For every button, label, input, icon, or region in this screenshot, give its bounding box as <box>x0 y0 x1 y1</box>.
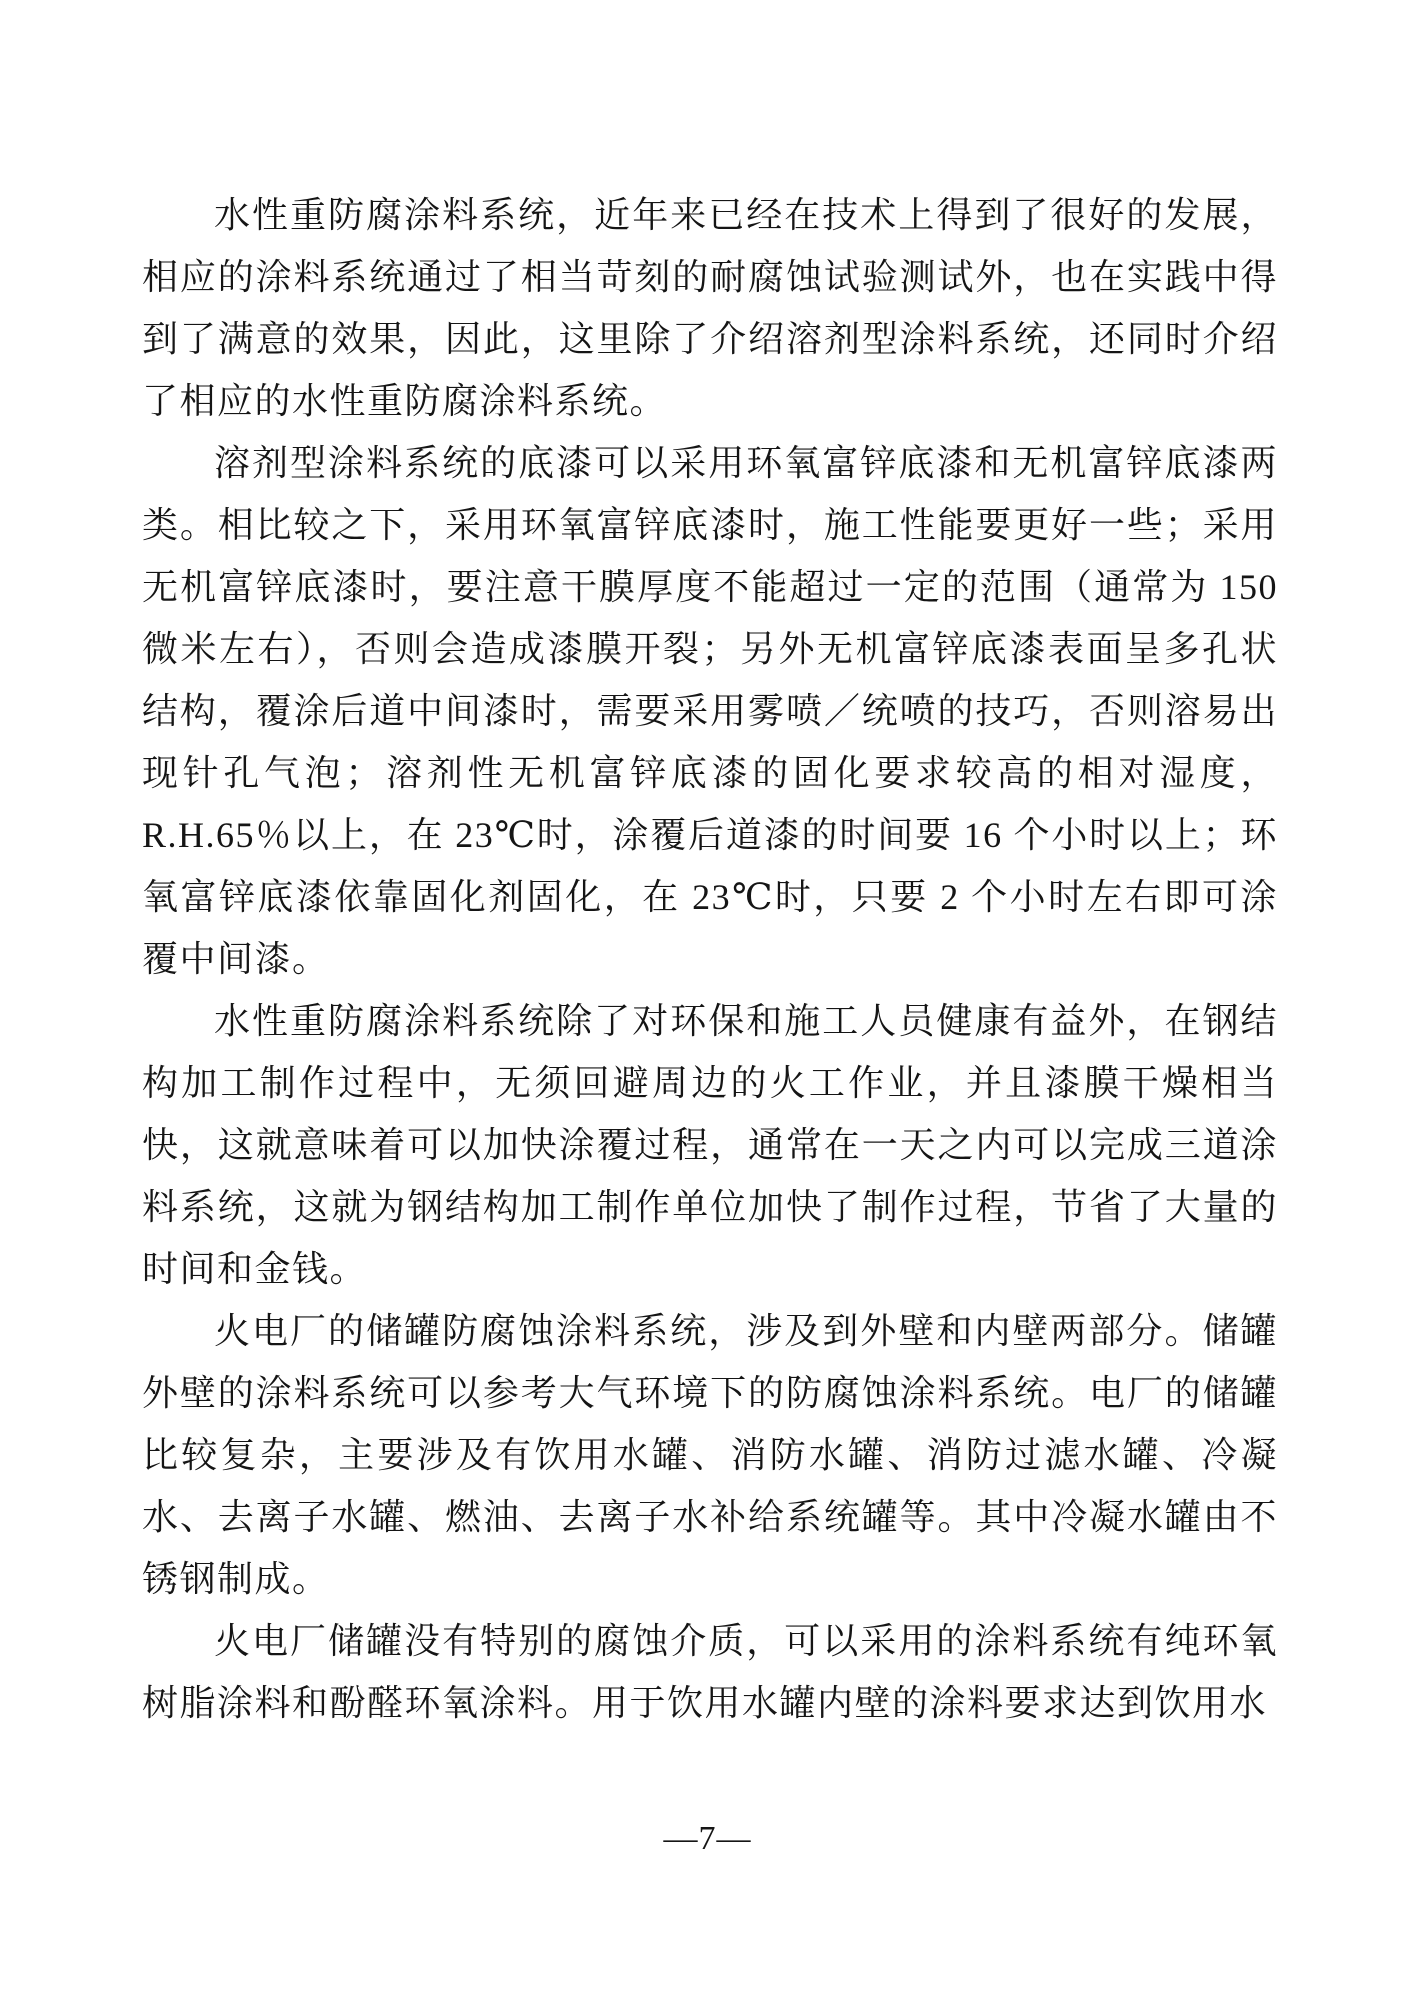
page-number: —7— <box>663 1820 752 1857</box>
paragraph-3: 水性重防腐涂料系统除了对环保和施工人员健康有益外，在钢结构加工制作过程中，无须回避周边的火工作业，并且漆膜干燥相当快，这就意味着可以加快涂覆过程，通常在一天之内可以完成三道涂料系统，这就为钢结构加工制作单位加快了制作过程，节省了大量的时间和金钱。 <box>142 1001 1278 1289</box>
paragraph-1: 水性重防腐涂料系统，近年来已经在技术上得到了很好的发展，相应的涂料系统通过了相当苛刻的耐腐蚀试验测试外，也在实践中得到了满意的效果，因此，这里除了介绍溶剂型涂料系统，还同时介绍了相应的水性重防腐涂料系统。 <box>142 195 1278 421</box>
paragraph-4: 火电厂的储罐防腐蚀涂料系统，涉及到外壁和内壁两部分。储罐外壁的涂料系统可以参考大气环境下的防腐蚀涂料系统。电厂的储罐比较复杂，主要涉及有饮用水罐、消防水罐、消防过滤水罐、冷凝水、去离子水罐、燃油、去离子水补给系统罐等。其中冷凝水罐由不锈钢制成。 <box>142 1311 1278 1599</box>
document-body <box>142 184 1278 1734</box>
paragraph-2: 溶剂型涂料系统的底漆可以采用环氧富锌底漆和无机富锌底漆两类。相比较之下，采用环氧富锌底漆时，施工性能要更好一些；采用无机富锌底漆时，要注意干膜厚度不能超过一定的范围（通常为 150 微米左右），否则会造成漆膜开裂；另外无机富锌底漆表面呈多孔状结构，覆涂后道中间漆时，需要采用雾喷／统喷的技巧，否则溶易出现针孔气泡；溶剂性无机富锌底漆的固化要求较高的相对湿度，R.H.65％以上，在 23℃时，涂覆后道漆的时间要 16 个小时以上；环氧富锌底漆依靠固化剂固化，在 23℃时，只要 2 个小时左右即可涂覆中间漆。 <box>142 443 1278 979</box>
paragraph-5: 火电厂储罐没有特别的腐蚀介质，可以采用的涂料系统有纯环氧树脂涂料和酚醛环氧涂料。用于饮用水罐内壁的涂料要求达到饮用水 <box>142 1621 1278 1723</box>
